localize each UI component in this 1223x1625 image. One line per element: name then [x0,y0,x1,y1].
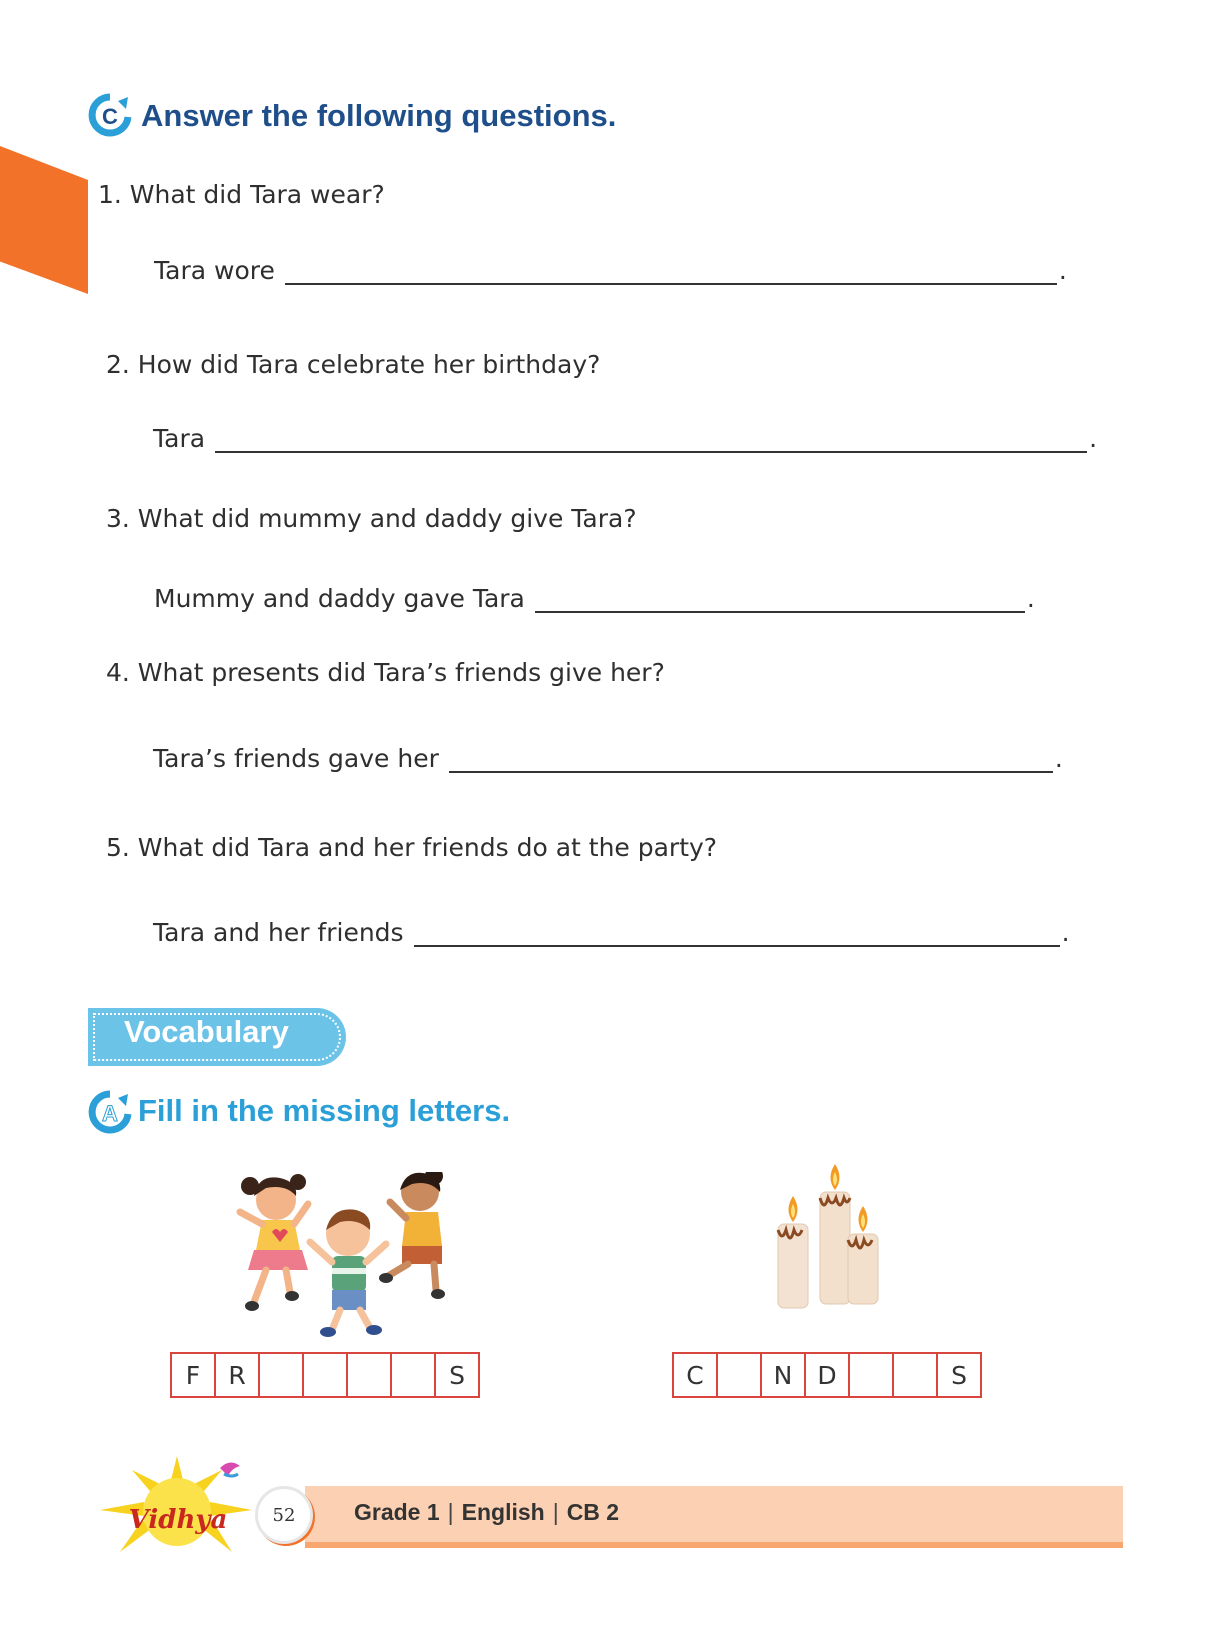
vocabulary-banner [88,1008,346,1066]
letter-cell: R [216,1354,260,1396]
answer-1-period: . [1058,256,1067,285]
letter-cell-blank[interactable] [392,1354,436,1396]
letter-cell-blank[interactable] [894,1354,938,1396]
footer-info [354,1499,619,1526]
answer-4-blank[interactable] [449,749,1053,773]
section-c-icon [88,93,132,137]
question-2: 2. How did Tara celebrate her birthday? [106,350,601,379]
svg-text:A: A [102,1101,118,1126]
footer-grade: Grade 1 [354,1499,440,1525]
answer-line-3[interactable] [154,584,1035,613]
answer-3-prompt: Mummy and daddy gave Tara [154,584,525,613]
answer-4-period: . [1054,744,1063,773]
letter-cell-blank[interactable] [348,1354,392,1396]
question-3: 3. What did mummy and daddy give Tara? [106,504,637,533]
answer-2-blank[interactable] [215,429,1087,453]
letter-box-candles [672,1352,982,1398]
letter-cell: N [762,1354,806,1396]
answer-5-blank[interactable] [414,923,1060,947]
answer-line-2[interactable] [153,424,1097,453]
orange-corner-tab [0,146,88,294]
answer-line-1[interactable] [154,256,1067,285]
footer-separator: | [552,1499,559,1525]
vocabulary-label: Vocabulary [124,1014,289,1049]
letter-cell-blank[interactable] [304,1354,348,1396]
letter-cell-blank[interactable] [718,1354,762,1396]
answer-3-period: . [1026,584,1035,613]
letter-cell: S [449,1360,465,1390]
answer-3-blank[interactable] [535,589,1025,613]
footer-book: CB 2 [566,1499,620,1525]
letter-cell: D [806,1354,850,1396]
section-a-heading: Fill in the missing letters. [138,1093,511,1128]
candles-illustration [774,1162,894,1312]
section-a-icon [88,1090,132,1134]
answer-5-period: . [1061,918,1070,947]
question-1: 1. What did Tara wear? [98,180,385,209]
answer-4-prompt: Tara’s friends gave her [153,744,439,773]
vidhya-sun-logo [92,1452,262,1568]
answer-1-prompt: Tara wore [154,256,275,285]
answer-line-5[interactable] [153,918,1070,947]
page-number: 52 [255,1486,313,1544]
answer-line-4[interactable] [153,744,1063,773]
footer-subject: English [461,1499,545,1525]
answer-2-period: . [1089,424,1098,453]
letter-cell: S [951,1360,967,1390]
footer-separator: | [447,1499,454,1525]
letter-box-friends [170,1352,480,1398]
question-5: 5. What did Tara and her friends do at the party? [106,833,718,862]
section-c-heading: Answer the following questions. [141,98,617,133]
vidhya-logo-text: Vidhya [128,1505,228,1535]
answer-1-blank[interactable] [285,261,1057,285]
letter-cell: F [172,1354,216,1396]
letter-cell: C [674,1354,718,1396]
svg-text:C: C [102,104,118,129]
letter-cell-blank[interactable] [260,1354,304,1396]
question-4: 4. What presents did Tara’s friends give her? [106,658,665,687]
kids-jumping-illustration [236,1172,446,1342]
letter-cell-blank[interactable] [850,1354,894,1396]
answer-5-prompt: Tara and her friends [153,918,404,947]
answer-2-prompt: Tara [153,424,206,453]
